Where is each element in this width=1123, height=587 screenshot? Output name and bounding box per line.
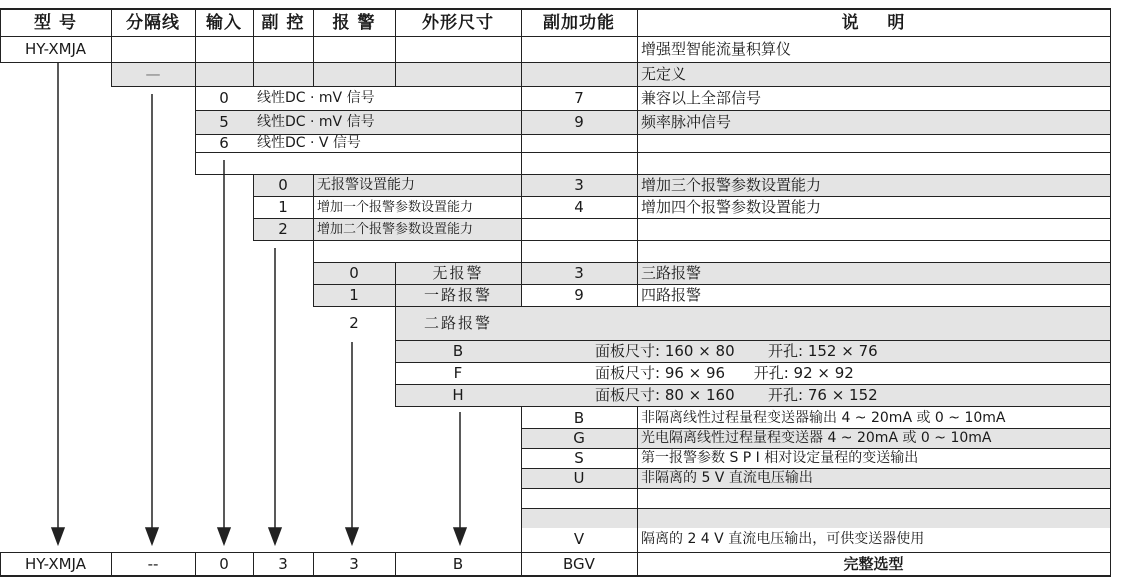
function-code: 3 xyxy=(574,175,584,194)
arrowhead-input xyxy=(218,528,230,544)
description-cell: 三路报警 xyxy=(641,263,702,282)
result-sub-control: 3 xyxy=(278,554,288,573)
description-cell: 兼容以上全部信号 xyxy=(641,88,762,107)
input-label: 线性DC · mV 信号 xyxy=(257,90,375,106)
dimension-code: B xyxy=(452,341,464,360)
description-cell: 频率脉冲信号 xyxy=(641,112,732,131)
input-code: 0 xyxy=(219,88,229,107)
description-cell: 四路报警 xyxy=(641,285,702,304)
description-cell: 增强型智能流量积算仪 xyxy=(641,40,792,58)
header-separator: 分隔线 xyxy=(126,12,180,33)
result-input: 0 xyxy=(219,554,229,573)
function-code: G xyxy=(573,428,585,447)
function-code: 3 xyxy=(574,263,584,282)
input-code: 6 xyxy=(219,133,229,152)
input-label: 线性DC · mV 信号 xyxy=(257,114,375,130)
header-alarm: 报 警 xyxy=(332,12,376,33)
input-code: 5 xyxy=(219,112,229,131)
alarm-label: 二路报警 xyxy=(423,313,492,332)
arrowhead-sub-control xyxy=(269,528,281,544)
function-code: 9 xyxy=(574,285,584,304)
dimension-description: 面板尺寸: 96 × 96 开孔: 92 × 92 xyxy=(595,363,854,382)
function-code: B xyxy=(573,408,585,427)
function-code: S xyxy=(574,448,584,467)
result-model: HY-XMJA xyxy=(25,554,86,573)
function-code: 9 xyxy=(574,112,584,131)
sub-control-label: 增加一个报警参数设置能力 xyxy=(317,199,474,215)
dimension-description: 面板尺寸: 80 × 160 开孔: 76 × 152 xyxy=(595,385,878,404)
dimension-code: H xyxy=(452,385,464,404)
alarm-label: 一路报警 xyxy=(423,285,492,304)
alarm-code: 1 xyxy=(349,285,359,304)
header-input: 输入 xyxy=(206,12,242,33)
result-extra-function: BGV xyxy=(563,554,595,573)
sub-control-code: 2 xyxy=(278,219,288,238)
header-sub-control: 副 控 xyxy=(261,12,305,33)
function-code: U xyxy=(573,468,585,487)
description-cell: 无定义 xyxy=(641,64,687,83)
arrowhead-model xyxy=(52,528,64,544)
result-description: 完整选型 xyxy=(843,554,904,573)
arrowhead-dimensions xyxy=(454,528,466,544)
model-cell: HY-XMJA xyxy=(25,40,86,58)
sub-control-label: 增加二个报警参数设置能力 xyxy=(317,221,474,237)
description-cell: 隔离的 2 4 V 直流电压输出，可供变送器使用 xyxy=(641,531,925,547)
header-dimensions: 外形尺寸 xyxy=(422,12,494,33)
description-cell: 光电隔离线性过程量程变送器 4 ~ 20mA 或 0 ~ 10mA xyxy=(641,430,992,446)
function-code: V xyxy=(573,529,585,548)
function-code: 7 xyxy=(574,88,584,107)
alarm-code: 2 xyxy=(349,313,359,332)
result-dimensions: B xyxy=(452,554,464,573)
sub-control-code: 0 xyxy=(278,175,288,194)
sub-control-label: 无报警设置能力 xyxy=(317,177,415,193)
description-cell: 非隔离线性过程量程变送器输出 4 ~ 20mA 或 0 ~ 10mA xyxy=(641,410,1006,426)
description-cell: 增加三个报警参数设置能力 xyxy=(641,175,822,194)
dimension-description: 面板尺寸: 160 × 80 开孔: 152 × 76 xyxy=(595,341,878,360)
dimension-code: F xyxy=(453,363,463,382)
result-alarm: 3 xyxy=(349,554,359,573)
header-model: 型 号 xyxy=(34,12,77,33)
header-extra-function: 副加功能 xyxy=(543,12,615,33)
result-separator: -- xyxy=(147,554,159,573)
sub-control-code: 1 xyxy=(278,197,288,216)
description-cell: 增加四个报警参数设置能力 xyxy=(641,197,822,216)
arrowhead-separator xyxy=(146,528,158,544)
description-cell: 非隔离的 5 V 直流电压输出 xyxy=(641,470,813,486)
alarm-code: 0 xyxy=(349,263,359,282)
description-cell: 第一报警参数 S P I 相对设定量程的变送输出 xyxy=(641,450,919,466)
function-code: 4 xyxy=(574,197,584,216)
arrowhead-alarm xyxy=(346,528,358,544)
separator-cell: — xyxy=(145,64,161,83)
header-description: 说 明 xyxy=(841,12,906,33)
alarm-label: 无报警 xyxy=(432,263,484,282)
input-label: 线性DC · V 信号 xyxy=(257,135,361,151)
